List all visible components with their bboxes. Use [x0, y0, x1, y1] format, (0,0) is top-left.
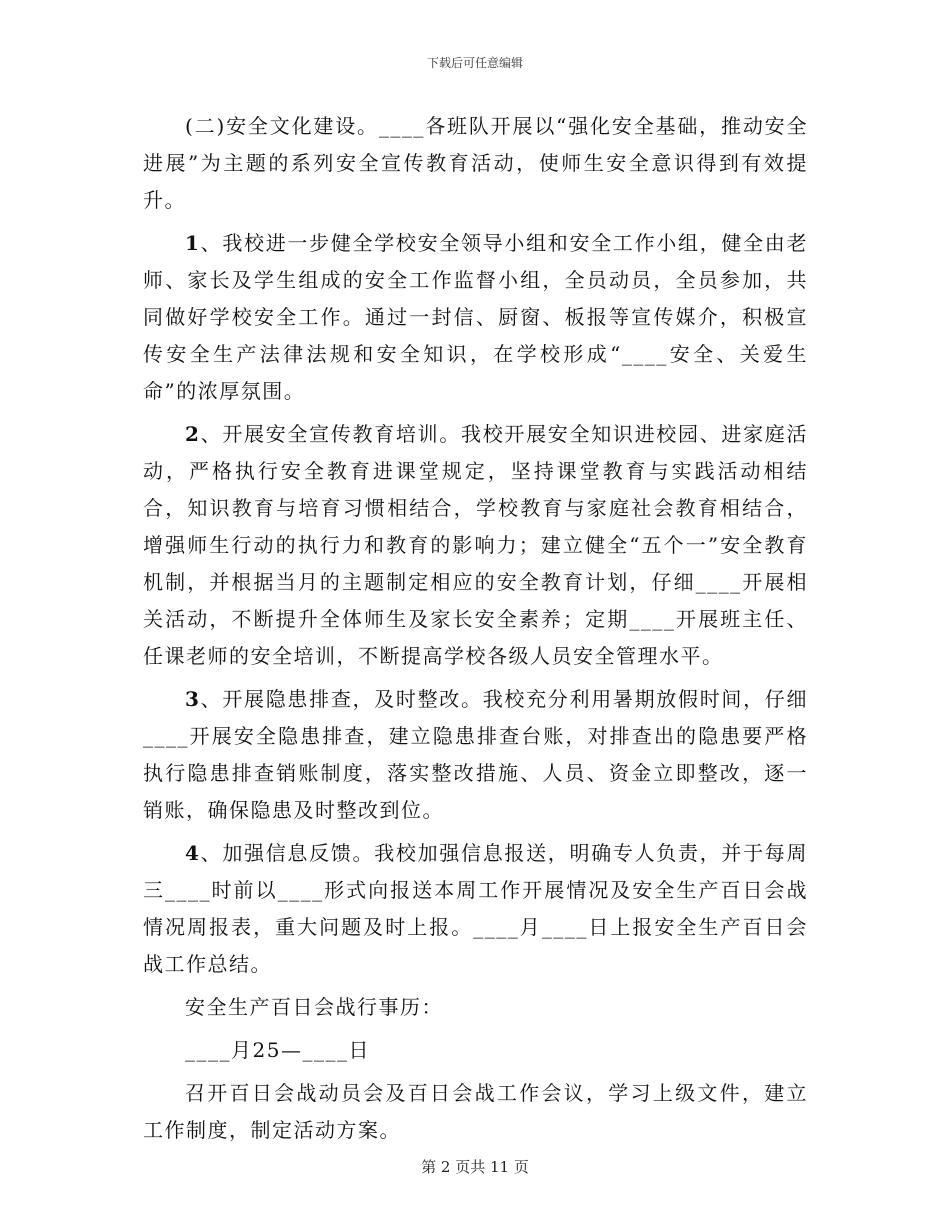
paragraph-text: ____月25—____日	[185, 1038, 370, 1062]
paragraph-schedule-heading	[143, 989, 808, 1026]
paragraph-number: 2	[185, 422, 201, 446]
paragraph-text: 、加强信息反馈。我校加强信息报送，明确专人负责，并于每周三____时前以____形式向报送本周工作开展情况及安全生产百日会战情况周报表，重大问题及时上报。____月____日上报安全生产百日会战工作总结。	[143, 841, 808, 976]
paragraph-item-4	[143, 835, 808, 983]
document-body	[143, 108, 808, 1149]
paragraph-number: 3	[185, 687, 201, 711]
paragraph-schedule-item	[143, 1075, 808, 1149]
paragraph-text: 、我校进一步健全学校安全领导小组和安全工作小组，健全由老师、家长及学生组成的安全工作监督小组，全员动员，全员参加，共同做好学校安全工作。通过一封信、厨窗、板报等宣传媒介，积极宣传安全生产法律法规和安全知识，在学校形成“____安全、关爱生命”的浓厚氛围。	[143, 231, 808, 403]
paragraph-text: 、开展隐患排查，及时整改。我校充分利用暑期放假时间，仔细____开展安全隐患排查，建立隐患排查台账，对排查出的隐患要严格执行隐患排查销账制度，落实整改措施、人员、资金立即整改，逐一销账，确保隐患及时整改到位。	[143, 687, 808, 822]
paragraph-item-2	[143, 416, 808, 675]
page-footer: 第 2 页共 11 页	[421, 1158, 529, 1176]
paragraph-item-3	[143, 681, 808, 829]
paragraph-number: 4	[185, 841, 201, 865]
paragraph-safety-culture	[143, 108, 808, 219]
paragraph-text: 召开百日会战动员会及百日会战工作会议，学习上级文件，建立工作制度，制定活动方案。	[143, 1081, 808, 1142]
paragraph-number: 1	[185, 231, 201, 255]
paragraph-text: 安全生产百日会战行事历：	[185, 995, 443, 1019]
paragraph-text: 、开展安全宣传教育培训。我校开展安全知识进校园、进家庭活动，严格执行安全教育进课堂规定，坚持课堂教育与实践活动相结合，知识教育与培育习惯相结合，学校教育与家庭社会教育相结合，增强师生行动的执行力和教育的影响力；建立健全“五个一”安全教育机制，并根据当月的主题制定相应的安全教育计划，仔细____开展相关活动，不断提升全体师生及家长安全素养；定期____开展班主任、任课老师的安全培训，不断提高学校各级人员安全管理水平。	[143, 422, 808, 668]
paragraph-schedule-date	[143, 1032, 808, 1069]
paragraph-text: (二)安全文化建设。____各班队开展以“强化安全基础，推动安全进展”为主题的系列安全宣传教育活动，使师生安全意识得到有效提升。	[143, 114, 808, 212]
page-header: 下载后可任意编辑	[426, 56, 523, 70]
paragraph-item-1	[143, 225, 808, 410]
